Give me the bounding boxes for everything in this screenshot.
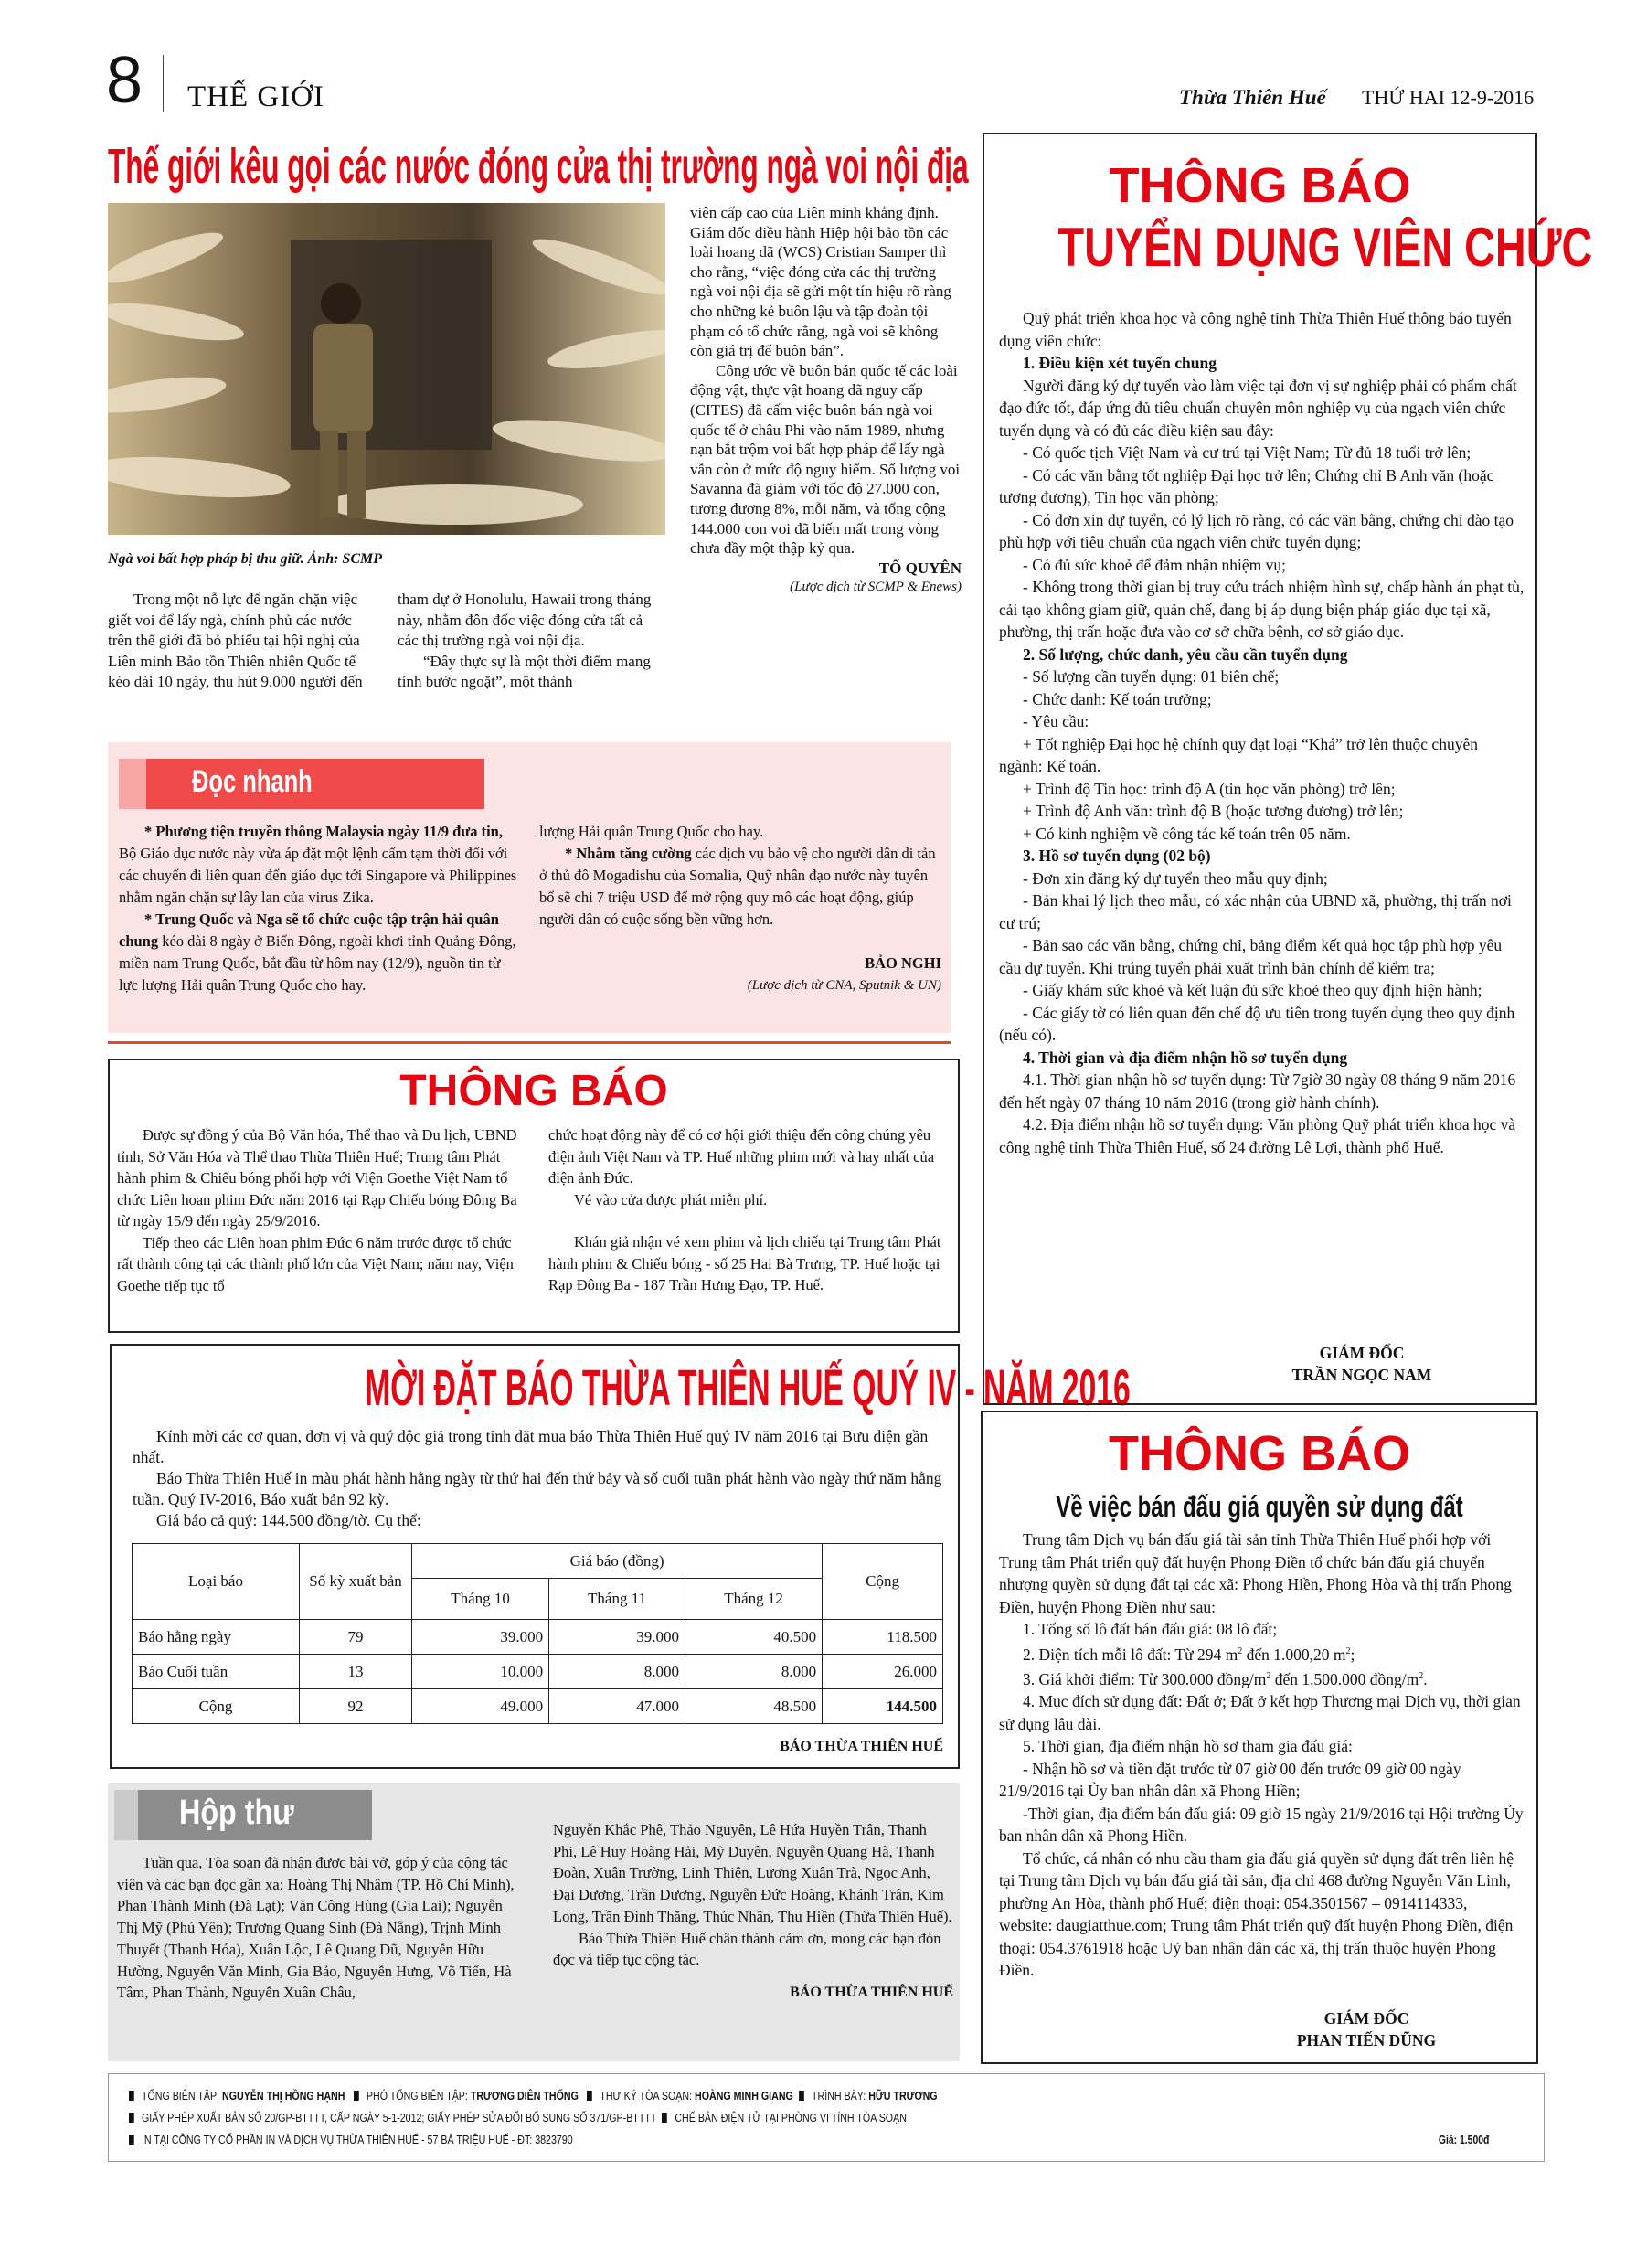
page-number: 8 (106, 44, 143, 117)
paragraph: Báo Thừa Thiên Huế in màu phát hành hằng ngày từ thứ hai đến thứ bảy và số cuối tuần phát hành vào ngày thứ năm hằng tuần. Quý IV-2016, Báo xuất bản 92 kỳ. (133, 1469, 942, 1508)
footer-label: TRÌNH BÀY: (812, 2089, 869, 2103)
cell-type: Cộng (133, 1689, 300, 1724)
cell-month: 47.000 (549, 1689, 685, 1724)
cell-issues: 13 (300, 1655, 412, 1689)
subscription-title-wrap (110, 1358, 1131, 1416)
paragraph: - Yêu cầu: (1023, 712, 1089, 730)
quick-read-author: BẢO NGHI (865, 954, 941, 972)
section-heading: 2. Số lượng, chức danh, yêu cầu cần tuyển dụng (1023, 644, 1348, 664)
paragraph: - Có quốc tịch Việt Nam và cư trú tại Việt Nam; Từ đủ 18 tuổi trở lên; (1023, 443, 1472, 462)
paragraph: 4. Mục đích sử dụng đất: Đất ở; Đất ở kết hợp Thương mại Dịch vụ, thời gian sử dụng lâu dài. (999, 1692, 1521, 1733)
bullet-square-icon (587, 2091, 592, 2101)
paragraph: + Trình độ Tin học: trình độ A (tin học văn phòng) trở lên; (1023, 779, 1396, 798)
paragraph: - Các giấy tờ có liên quan đến chế độ ưu tiên trong tuyển dụng theo quy định (nếu có). (999, 1003, 1515, 1044)
paragraph: Giá báo cả quý: 144.500 đồng/tờ. Cụ thể: (156, 1511, 421, 1529)
masthead-footer (108, 2073, 1545, 2162)
cell-month: 39.000 (412, 1620, 549, 1655)
news-item-lead: * Nhằm tăng cường (565, 845, 692, 862)
signer-name: TRẦN NGỌC NAM (1291, 1366, 1432, 1384)
footer-line-license (129, 2111, 907, 2124)
footer-text: IN TẠI CÔNG TY CỔ PHẦN IN VÀ DỊCH VỤ THỪA THIÊN HUẾ - 57 BÀ TRIỆU HUẾ - ĐT: 3823790 (141, 2133, 573, 2146)
paragraph: Kính mời các cơ quan, đơn vị và quý độc giả trong tỉnh đặt mua báo Thừa Thiên Huế quý IV năm 2016 tại Bưu điện gần nhất. (133, 1427, 929, 1466)
film-notice-column-2 (548, 1124, 951, 1296)
auction-title: THÔNG BÁO (1109, 1426, 1410, 1481)
text: đến 1.500.000 đồng/m (1270, 1669, 1419, 1688)
superscript: 2 (1238, 1645, 1243, 1656)
paragraph: - Chức danh: Kế toán trưởng; (1023, 689, 1212, 708)
news-item-text: kéo dài 8 ngày ở Biển Đông, ngoài khơi tỉnh Quảng Đông, miền nam Trung Quốc, bắt đầu từ hôm nay (12/9), nguồn tin từ lực lượng Hải quân Trung Quốc cho hay. (119, 932, 516, 994)
auction-subtitle: Về việc bán đấu giá quyền sử dụng đất (1056, 1490, 1463, 1523)
paragraph: viên cấp cao của Liên minh khẳng định. Giám đốc điều hành Hiệp hội bảo tồn các loài hoang dã (WCS) Cristian Samper thì cho rằng, “việc đóng cửa các thị trường ngà voi nội địa sẽ gửi một tín hiệu rõ ràng cho những kẻ buôn lậu và tập đoàn tội phạm có tổ chức rằng, ngà voi sẽ không còn giá trị để buôn bán”. (690, 204, 951, 360)
cell-type: Báo Cuối tuần (133, 1655, 300, 1689)
footer-label: THƯ KÝ TÒA SOẠN: (600, 2089, 696, 2103)
film-notice-column-1 (117, 1124, 528, 1296)
paragraph: + Tốt nghiệp Đại học hệ chính quy đạt loại “Khá” trở lên thuộc chuyên ngành: Kế toán. (999, 734, 1478, 775)
footer-value: HỮU TRƯƠNG (868, 2089, 938, 2103)
news-item-continued: lượng Hải quân Trung Quốc cho hay. (539, 823, 764, 840)
quick-read-tab-accent (119, 759, 146, 809)
bullet-square-icon (662, 2113, 667, 2123)
table-header-row (133, 1544, 943, 1579)
paragraph: - Không trong thời gian bị truy cứu trách nhiệm hình sự, chấp hành án phạt tù, cải tạo không giam giữ, quản chế, đang bị áp dụng biện pháp giáo dục tại xã, phường, thị trấn hoặc đưa vào cơ sở chữa bệnh, cơ sở giáo dục. (999, 578, 1525, 641)
superscript: 2 (1345, 1645, 1351, 1656)
superscript: 2 (1419, 1670, 1424, 1681)
news-item-text: Bộ Giáo dục nước này vừa áp đặt một lệnh cấm tạm thời đối với các chuyến đi liên quan đến giáo dục tới Singapore và Philippines nhằm ngăn chặn sự lây lan của virus Zika. (119, 845, 517, 906)
paragraph: tham dự ở Honolulu, Hawaii trong tháng này, nhằm đôn đốc việc đóng cửa tất cả các thị trường ngà voi nội địa. (398, 591, 652, 649)
paragraph: Khán giả nhận vé xem phim và lịch chiếu tại Trung tâm Phát hành phim & Chiếu bóng - số 25 Hai Bà Trưng, TP. Huế hoặc tại Rạp Đông Ba - 187 Trần Hưng Đạo, TP. Huế. (548, 1233, 941, 1294)
paragraph: 5. Thời gian, địa điểm nhận hồ sơ tham gia đấu giá: (1023, 1737, 1353, 1756)
mailbox-column-2 (553, 1819, 953, 2004)
article-column-3 (690, 203, 962, 598)
paragraph: chức hoạt động này để có cơ hội giới thiệu đến công chúng yêu điện ảnh Việt Nam và TP. Huế những phim mới và hay nhất của điện ảnh Đức. (548, 1126, 935, 1187)
paragraph: + Trình độ Anh văn: trình độ B (hoặc tương đương) trở lên; (1023, 802, 1404, 820)
price-table (132, 1543, 943, 1724)
section-title: THẾ GIỚI (187, 80, 325, 113)
bullet-square-icon (129, 2091, 134, 2101)
cell-month: 39.000 (549, 1620, 685, 1655)
paragraph: - Có đủ sức khoẻ để đảm nhận nhiệm vụ; (1023, 555, 1286, 574)
section-heading: 3. Hồ sơ tuyển dụng (02 bộ) (1023, 847, 1211, 865)
article-source: (Lược dịch từ SCMP & Enews) (790, 580, 962, 595)
mailbox-title-bar (138, 1790, 372, 1840)
table-row (133, 1655, 943, 1689)
news-item (119, 909, 521, 996)
news-item (539, 843, 941, 931)
quick-read-column-2 (539, 821, 941, 996)
cell-month: 40.500 (685, 1620, 823, 1655)
news-item-lead: * Phương tiện truyền thông Malaysia ngày 11/9 đưa tin, (144, 823, 503, 840)
paragraph: Trung tâm Dịch vụ bán đấu giá tài sản tỉnh Thừa Thiên Huế phối hợp với Trung tâm Phát triển quỹ đất huyện Phong Điền tổ chức bán đấu giá chuyển nhượng quyền sử dụng đất tại các xã: Phong Hiền, Phong Hòa và thị trấn Phong Điền, huyện Phong Điền như sau: (999, 1530, 1512, 1616)
text: 3. Giá khởi điểm: Từ 300.000 đồng/m (1023, 1669, 1267, 1688)
article-photo (108, 203, 665, 535)
paragraph: 4.2. Địa điểm nhận hồ sơ tuyển dụng: Văn phòng Quỹ phát triển khoa học và công nghệ tỉnh Thừa Thiên Huế, số 24 đường Lê Lợi, thành phố Huế. (999, 1115, 1516, 1156)
header-total: Cộng (823, 1544, 943, 1620)
recruitment-title-2-wrap (983, 217, 1593, 278)
section-heading: 4. Thời gian và địa điểm nhận hồ sơ tuyển dụng (1023, 1048, 1348, 1067)
recruitment-signer (1243, 1342, 1481, 1386)
paragraph: - Đơn xin đăng ký dự tuyển theo mẫu quy định; (1023, 868, 1328, 888)
paragraph: Được sự đồng ý của Bộ Văn hóa, Thể thao và Du lịch, UBND tỉnh, Sở Văn Hóa và Thể thao Thừa Thiên Huế; Trung tâm Phát hành phim & Chiếu bóng phối hợp với Viện Goethe Việt Nam tổ chức Liên hoan phim Đức năm 2016 tại Rạp Chiếu bóng Đông Ba từ ngày 15/9 đến ngày 25/9/2016. (117, 1126, 517, 1230)
paragraph: - Có các văn bằng tốt nghiệp Đại học trở lên; Chứng chỉ B Anh văn (hoặc tương đương), Tin học văn phòng; (999, 465, 1494, 506)
news-item (119, 821, 521, 909)
paragraph: Tổ chức, cá nhân có nhu cầu tham gia đấu giá quyền sử dụng đất trên liên hệ tại Trung tâm Dịch vụ bán đấu giá tài sản, địa chỉ 468 đường Nguyễn Văn Linh, phường An Hòa, thành phố Huế; điện thoại: 054.3501567 – 0914114333, website: daugiatthue.com; Trung tâm Phát triển quỹ đất huyện Phong Điền, điện thoại: 054.3761918 hoặc Uỷ ban nhân dân các xã, thị trấn thuộc huyện Phong Điền. (999, 1848, 1514, 1980)
section-heading: 1. Điều kiện xét tuyển chung (1023, 354, 1217, 372)
paragraph: 1. Tổng số lô đất bán đấu giá: 08 lô đất; (1023, 1620, 1278, 1638)
film-notice-title: THÔNG BÁO (399, 1067, 668, 1115)
paragraph: Công ước về buôn bán quốc tế các loài động vật, thực vật hoang dã nguy cấp (CITES) đã cấm việc buôn bán ngà voi quốc tế ở châu Phi vào năm 1989, nhưng nạn bắt trộm voi bất hợp pháp để lấy ngà vẫn còn ở mức độ nguy hiểm. Số lượng voi Savanna đã giảm với tốc độ 27.000 con, tương đương 8%, mỗi năm, và tổng cộng 144.000 con voi đã biến mất trong vòng chưa đầy một thập kỷ qua. (690, 361, 961, 558)
mailbox-signature: BÁO THỪA THIÊN HUẾ (790, 1984, 953, 2000)
header-price-group: Giá báo (đồng) (412, 1544, 823, 1579)
table-row (133, 1689, 943, 1724)
paragraph: Vé vào cửa được phát miễn phí. (574, 1190, 768, 1209)
footer-label: TỔNG BIÊN TẬP: (141, 2089, 223, 2103)
bullet-square-icon (799, 2091, 804, 2101)
bullet-square-icon (354, 2091, 359, 2101)
header-issues: Số kỳ xuất bản (300, 1544, 412, 1620)
signer-title: GIÁM ĐỐC (1323, 2009, 1409, 2028)
paragraph: “Đây thực sự là một thời điểm mang tính bước ngoặt”, một thành (398, 652, 651, 690)
cell-month: 48.500 (685, 1689, 823, 1724)
recruitment-title-2: TUYỂN DỤNG VIÊN CHỨC (1057, 217, 1593, 278)
bullet-square-icon (129, 2135, 134, 2145)
paragraph: 4.1. Thời gian nhận hồ sơ tuyển dụng: Từ 7giờ 30 ngày 08 tháng 9 năm 2016 đến hết ngày 07 tháng 10 năm 2016 (trong giờ hành chính). (999, 1070, 1516, 1112)
subscription-text (133, 1426, 946, 1531)
quick-read-title: Đọc nhanh (192, 764, 313, 799)
footer-value: HOÀNG MINH GIANG (695, 2089, 793, 2103)
header-month: Tháng 10 (412, 1579, 549, 1620)
article-author: TỐ QUYÊN (878, 559, 962, 577)
auction-body (999, 1528, 1525, 1982)
article-headline: Thế giới kêu gọi các nước đóng cửa thị trường ngà voi nội địa (108, 139, 969, 194)
paragraph: -Thời gian, địa điểm bán đấu giá: 09 giờ 15 ngày 21/9/2016 tại Hội trường Ủy ban nhân dân xã Phong Hiền. (999, 1804, 1524, 1846)
header-month: Tháng 11 (549, 1579, 685, 1620)
paragraph: 3. Giá khởi điểm: Từ 300.000 đồng/$m^2$ đến 1.500.000 đồng/$m^2$. (1023, 1669, 1428, 1688)
paragraph: + Có kinh nghiệm về công tác kế toán trên 05 năm. (1023, 824, 1351, 843)
signer-name: PHAN TIẾN DŨNG (1296, 2031, 1437, 2050)
cell-month: 8.000 (549, 1655, 685, 1689)
section-divider (108, 1041, 951, 1044)
footer-line-printer (129, 2133, 573, 2146)
footer-line-staff (129, 2089, 938, 2103)
subscription-title: MỜI ĐẶT BÁO THỪA THIÊN HUẾ QUÝ IV - NĂM 2016 (365, 1358, 1131, 1416)
paragraph: Quỹ phát triển khoa học và công nghệ tỉnh Thừa Thiên Huế thông báo tuyển dụng viên chức: (999, 309, 1512, 350)
auction-subtitle-wrap (981, 1488, 1538, 1525)
text: 2. Diện tích mỗi lô đất: Từ 294 m (1023, 1645, 1238, 1664)
article-column-1 (108, 590, 377, 693)
paragraph: 2. Diện tích mỗi lô đất: Từ 294 $m^2$ đến 1.000,20 $m^2$; (1023, 1645, 1355, 1664)
paragraph: - Nhận hồ sơ và tiền đặt trước từ 07 giờ 00 đến trước 09 giờ 00 ngày 21/9/2016 tại Ủy ban nhân dân xã Phong Hiền; (999, 1759, 1461, 1801)
superscript: 2 (1266, 1670, 1271, 1681)
cell-month: 49.000 (412, 1689, 549, 1724)
cell-issues: 79 (300, 1620, 412, 1655)
header-type: Loại báo (133, 1544, 300, 1620)
bullet-square-icon (129, 2113, 134, 2123)
footer-text: GIẤY PHÉP XUẤT BẢN SỐ 20/GP-BTTTT, CẤP NGÀY 5-1-2012; GIẤY PHÉP SỬA ĐỔI BỔ SUNG SỐ 371/GP-BTTTT (141, 2111, 657, 2124)
paragraph: Báo Thừa Thiên Huế chân thành cảm ơn, mong các bạn đón đọc và tiếp tục cộng tác. (553, 1929, 941, 1969)
recruitment-title-1: THÔNG BÁO (1109, 158, 1411, 213)
subscription-signature: BÁO THỪA THIÊN HUẾ (780, 1739, 943, 1754)
cell-grand-total: 144.500 (823, 1689, 943, 1724)
paragraph: - Bản khai lý lịch theo mẫu, có xác nhận của UBND xã, phường, thị trấn nơi cư trú; (999, 891, 1512, 932)
auction-signer (1252, 2007, 1481, 2051)
mailbox-title: Hộp thư (179, 1794, 294, 1832)
paragraph: Tuần qua, Tòa soạn đã nhận được bài vở, góp ý của cộng tác viên và các bạn đọc gần xa: Hoàng Thị Nhâm (TP. Hồ Chí Minh), Phan Thành Minh (Đà Lạt); Văn Công Hùng (Gia Lai); Nguyễn Thị Mỹ (Phú Yên); Trương Quang Sinh (Đà Nẵng), Trịnh Minh Thuyết (Thanh Hóa), Xuân Lộc, Lê Quang Dũ, Nguyễn Hữu Hường, Nguyễn Văn Minh, Gia Bảo, Nguyễn Hưng, Võ Tiến, Hà Tâm, Phan Thành, Nguyễn Xuân Châu, (117, 1854, 515, 2002)
text: đến 1.000,20 m (1242, 1645, 1346, 1664)
paragraph: Trong một nỗ lực để ngăn chặn việc giết voi để lấy ngà, chính phủ các nước trên thế giới đã bỏ phiếu tại hội nghị của Liên minh Bảo tồn Thiên nhiên Quốc tế kéo dài 10 ngày, thu hút 9.000 người đến (108, 591, 363, 690)
cell-total: 26.000 (823, 1655, 943, 1689)
cell-month: 8.000 (685, 1655, 823, 1689)
quick-read-column-1 (119, 821, 521, 996)
cover-price: Giá: 1.500đ (1438, 2133, 1489, 2146)
news-item-text: các dịch vụ bảo vệ cho người dân di tản ở thủ đô Mogadishu của Somalia, Quỹ nhân đạo nước này tuyên bố sẽ chi 7 triệu USD để mở rộng quy mô các hoạt động, giúp người dân có cuộc sống bền vững hơn. (539, 845, 936, 928)
quick-read-source: (Lược dịch từ CNA, Sputnik & UN) (747, 978, 941, 993)
paragraph: Tiếp theo các Liên hoan phim Đức 6 năm trước được tổ chức rất thành công tại các thành phố lớn của Việt Nam; năm nay, Viện Goethe tiếp tục tổ (117, 1233, 514, 1294)
header-month: Tháng 12 (685, 1579, 823, 1620)
table-row (133, 1620, 943, 1655)
recruitment-body (999, 307, 1525, 1158)
paragraph: - Giấy khám sức khoẻ và kết luận đủ sức khoẻ theo quy định hiện hành; (1023, 981, 1482, 999)
paragraph: - Số lượng cần tuyển dụng: 01 biên chế; (1023, 667, 1280, 686)
news-item-lead: * Trung Quốc và Nga sẽ tổ chức cuộc tập trận hải quân chung (119, 910, 499, 950)
paragraph: - Bản sao các văn bằng, chứng chỉ, bảng điểm kết quả học tập phù hợp yêu cầu dự tuyển. Khi trúng tuyển phải xuất trình bản chính để kiểm tra; (999, 936, 1503, 977)
article-column-2 (398, 590, 667, 693)
cell-total: 118.500 (823, 1620, 943, 1655)
footer-value: TRƯƠNG DIÊN THỐNG (470, 2089, 579, 2103)
paragraph: Người đăng ký dự tuyển vào làm việc tại đơn vị sự nghiệp phải có phẩm chất đạo đức tốt, đáp ứng đủ tiêu chuẩn chuyên môn nghiệp vụ của ngạch viên chức tuyển dụng và có đủ các điều kiện sau đây: (999, 376, 1517, 440)
header-divider (163, 55, 164, 112)
footer-value: NGUYỄN THỊ HỒNG HẠNH (222, 2089, 345, 2103)
cell-issues: 92 (300, 1689, 412, 1724)
quick-read-title-bar (146, 759, 484, 809)
footer-text: CHẾ BẢN ĐIỆN TỬ TẠI PHÒNG VI TÍNH TÒA SOẠN (675, 2111, 907, 2124)
paper-name: Thừa Thiên Huế (1179, 86, 1326, 109)
photo-caption: Ngà voi bất hợp pháp bị thu giữ. Ảnh: SCMP (108, 551, 383, 567)
issue-date: THỨ HAI 12-9-2016 (1362, 86, 1535, 109)
footer-label: PHÓ TỔNG BIÊN TẬP: (366, 2089, 471, 2103)
paragraph: Nguyễn Khắc Phê, Thảo Nguyên, Lê Hứa Huyền Trân, Thanh Phi, Lê Huy Hoàng Hải, Mỹ Duyên, Nguyễn Quang Hà, Thanh Đoàn, Xuân Trường, Linh Thiện, Lương Xuân Trà, Ngọc Anh, Đại Dương, Trần Dương, Nguyễn Đức Hoàng, Khánh Trân, Kim Long, Trần Đình Thăng, Thúc Nhân, Thu Hiền (Thừa Thiên Huế). (553, 1821, 952, 1925)
signer-title: GIÁM ĐỐC (1319, 1344, 1405, 1362)
mailbox-tab-accent (114, 1790, 138, 1840)
cell-type: Báo hằng ngày (133, 1620, 300, 1655)
paragraph: - Có đơn xin dự tuyển, có lý lịch rõ ràng, có các văn bằng, chứng chỉ đào tạo phù hợp với tiêu chuẩn của ngạch viên chức tuyển dụng; (999, 510, 1514, 551)
cell-month: 10.000 (412, 1655, 549, 1689)
mailbox-column-1 (117, 1852, 519, 2004)
